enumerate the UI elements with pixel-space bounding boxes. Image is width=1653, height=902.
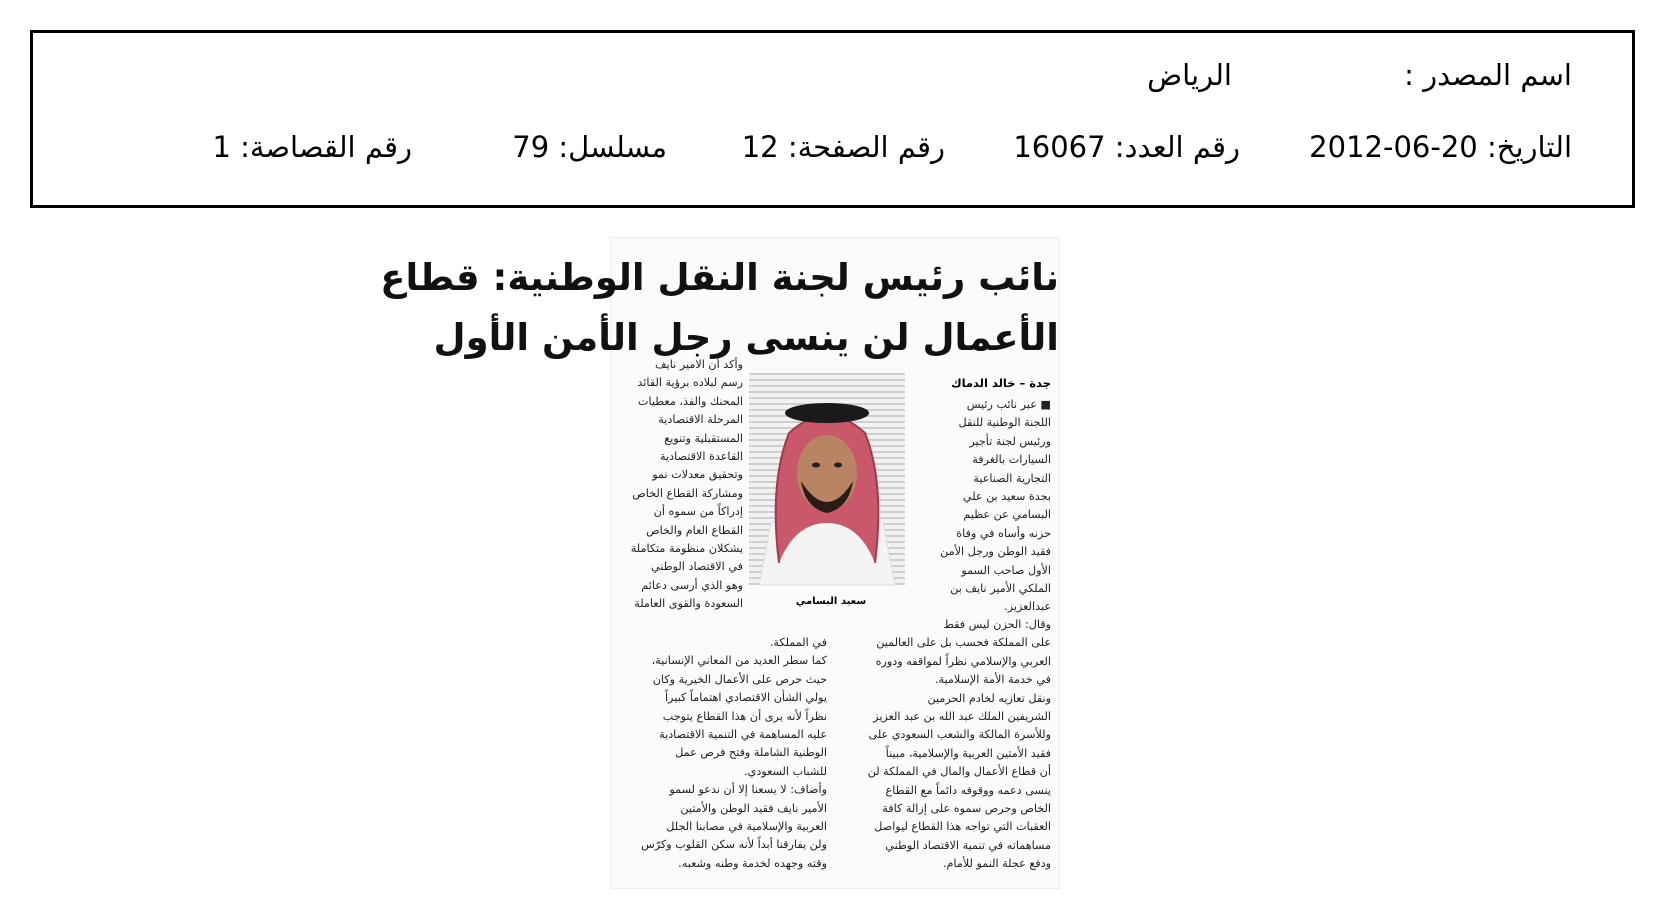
text-line: حيث حرص على الأعمال الخيرية وكان <box>652 672 827 686</box>
text-line: في الاقتصاد الوطني <box>651 560 743 574</box>
article-byline: جدة – خالد الدماك <box>951 376 1051 390</box>
newspaper-clipping <box>380 238 1059 888</box>
text-line: ونقل تعازيه لخادم الحرمين <box>927 691 1051 705</box>
source-label: اسم المصدر : <box>1404 58 1572 92</box>
text-line: الشريفين الملك عبد الله بن عبد العزيز <box>873 710 1051 724</box>
text-line: ورئيس لجنة تأجير <box>969 434 1051 448</box>
source-info-box <box>30 30 1635 208</box>
text-line: وأكد أن الامير نايف <box>655 358 743 371</box>
page-number-field: رقم الصفحة: 12 <box>741 130 945 164</box>
serial-field: مسلسل: 79 <box>512 130 667 164</box>
text-line: وقته وجهده لخدمة وطنه وشعبه. <box>678 856 827 870</box>
text-line: الوطنية الشاملة وفتح فرص عمل <box>675 746 827 760</box>
text-line: البسامي عن عظيم <box>963 508 1051 522</box>
text-line: نظراً لأنه يرى أن هذا القطاع يتوجب <box>662 709 827 723</box>
text-line: عليه المساهمة في التنمية الاقتصادية <box>659 728 827 742</box>
source-value: الرياض <box>1147 58 1232 92</box>
text-line: العربية والإسلامية في مصابنا الجلل <box>666 820 827 834</box>
text-line: فقيد الأمتين العربية والإسلامية، مبيناً <box>885 746 1051 760</box>
headline-line-1: نائب رئيس لجنة النقل الوطنية: قطاع <box>380 256 1059 299</box>
text-line: السيارات بالغرفة <box>972 453 1051 467</box>
text-line: المحنك والفذ، معطيات <box>637 394 743 408</box>
text-line: للشباب السعودي. <box>744 764 827 778</box>
issue-number-field: رقم العدد: 16067 <box>1013 130 1240 164</box>
text-line: رسم لبلاده برؤية القائد <box>637 376 743 390</box>
text-line: وللأسرة المالكة والشعب السعودي على <box>868 728 1051 742</box>
text-line: الأمير نايف فقيد الوطن والأمتين <box>680 801 827 815</box>
text-line: الخاص وحرص سموه على إزالة كافة <box>882 802 1051 816</box>
text-line: ومشاركة القطاع الخاص <box>632 486 743 500</box>
text-line: ■ عبر نائب رئيس <box>966 398 1051 411</box>
text-line: على المملكة فحسب بل على العالمين <box>876 636 1051 650</box>
text-line: مساهماته في تنمية الاقتصاد الوطني <box>885 838 1051 852</box>
headline-line-2: الأعمال لن ينسى رجل الأمن الأول <box>433 316 1059 359</box>
text-line: فقيد الوطن ورجل الأمن <box>940 545 1051 559</box>
text-line: المرحلة الاقتصادية <box>658 413 743 427</box>
left-column-text <box>617 356 743 614</box>
text-line: السعودة والقوى العاملة <box>634 597 743 611</box>
portrait-photo <box>749 373 905 585</box>
text-line: إدراكاً من سموه أن <box>653 505 743 519</box>
text-line: وأضاف: لا يسعنا إلا أن ندعو لسمو <box>669 783 827 797</box>
text-line: في خدمة الأمة الإسلامية. <box>934 673 1051 687</box>
text-line: في المملكة. <box>769 636 827 649</box>
text-line: بجدة سعيد بن علي <box>962 490 1051 504</box>
text-line: ينسى دعمه ووقوفه دائماً مع القطاع <box>885 783 1051 797</box>
text-line: وقال: الحزن ليس فقط <box>943 618 1051 631</box>
text-line: التجارية الصناعية <box>973 471 1051 485</box>
article-headline <box>380 248 1059 368</box>
text-line: اللجنة الوطنية للنقل <box>958 416 1051 430</box>
text-line: أن قطاع الأعمال والمال في المملكة لن <box>867 765 1051 779</box>
text-line: كما سطر العديد من المعاني الإنسانية، <box>651 654 827 668</box>
text-line: يشكلان منظومة متكاملة <box>630 542 743 556</box>
text-line: العقبات التي تواجه هذا القطاع ليواصل <box>874 820 1051 834</box>
text-line: الملكي الأمير نايف بن <box>950 582 1051 596</box>
portrait-illustration <box>749 373 905 585</box>
text-line: ودفع عجلة النمو للأمام. <box>942 857 1051 871</box>
text-line: عبدالعزيز. <box>1004 600 1051 614</box>
bottom-right-column-text <box>837 616 1051 874</box>
text-line: العربي والإسلامي نظراً لمواقفه ودوره <box>875 654 1051 668</box>
bottom-left-column-text <box>617 634 827 873</box>
text-line: القاعدة الاقتصادية <box>660 450 743 464</box>
text-line: يولي الشأن الاقتصادي اهتماماً كبيراً <box>664 691 827 705</box>
text-line: ولن يفارقنا أبداً لأنه سكن القلوب وكرّس <box>641 838 827 852</box>
date-field: التاريخ: 20-06-2012 <box>1309 130 1572 164</box>
text-line: وهو الذي أرسى دعائم <box>641 578 743 592</box>
photo-caption: سعيد البسامي <box>795 596 867 607</box>
text-line: القطاع العام والخاص <box>646 523 743 537</box>
text-line: المستقبلية وتنويع <box>664 431 743 445</box>
text-line: حزنه وأساه في وفاة <box>956 526 1051 540</box>
text-line: وتحقيق معدلات نمو <box>652 468 743 482</box>
clip-number-field: رقم القصاصة: 1 <box>212 130 412 164</box>
text-line: الأول صاحب السمو <box>961 563 1051 577</box>
right-column-text <box>921 396 1051 617</box>
